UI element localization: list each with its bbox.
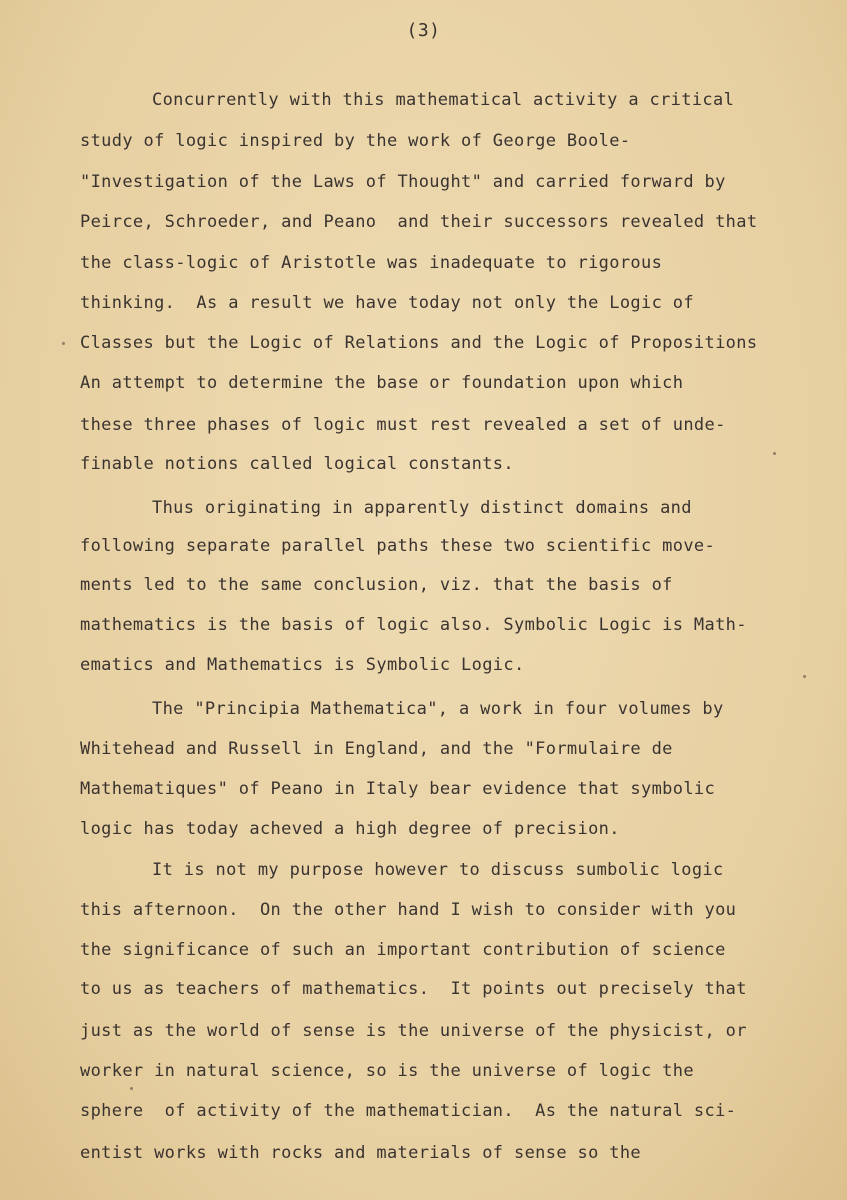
paragraph-2-line-3: ments led to the same conclusion, viz. that the basis of	[80, 575, 673, 595]
paragraph-1-line-3: "Investigation of the Laws of Thought" and carried forward by	[80, 172, 726, 192]
paragraph-3-line-3: Mathematiques" of Peano in Italy bear evidence that symbolic	[80, 779, 716, 799]
paragraph-1-line-4: Peirce, Schroeder, and Peano and their successors revealed that	[80, 212, 758, 232]
paragraph-2-line-4: mathematics is the basis of logic also. Symbolic Logic is Math-	[80, 615, 747, 635]
paragraph-1-line-8: An attempt to determine the base or foundation upon which	[80, 373, 684, 393]
paragraph-1-line-9: these three phases of logic must rest revealed a set of unde-	[80, 415, 726, 435]
paragraph-4-line-3: the significance of such an important contribution of science	[80, 940, 726, 960]
paper-speck	[773, 452, 776, 455]
paragraph-1-line-2: study of logic inspired by the work of George Boole-	[80, 131, 631, 151]
paragraph-1-line-7: Classes but the Logic of Relations and the Logic of Propositions	[80, 333, 758, 353]
paragraph-2-line-5: ematics and Mathematics is Symbolic Logic.	[80, 655, 525, 675]
paper-speck	[130, 1087, 133, 1090]
paragraph-1-line-1: Concurrently with this mathematical activity a critical	[152, 90, 735, 110]
paragraph-4-line-5: just as the world of sense is the universe of the physicist, or	[80, 1021, 747, 1041]
paragraph-3-line-1: The "Principia Mathematica", a work in four volumes by	[152, 699, 724, 719]
paper-speck	[803, 675, 806, 678]
paragraph-4-line-7: sphere of activity of the mathematician. As the natural sci-	[80, 1101, 737, 1121]
paragraph-2-line-1: Thus originating in apparently distinct domains and	[152, 498, 692, 518]
paragraph-1-line-10: finable notions called logical constants.	[80, 454, 514, 474]
paragraph-3-line-2: Whitehead and Russell in England, and the "Formulaire de	[80, 739, 673, 759]
paragraph-4-line-8: entist works with rocks and materials of sense so the	[80, 1143, 641, 1163]
page-number: (3)	[406, 20, 441, 41]
paragraph-3-line-4: logic has today acheved a high degree of precision.	[80, 819, 620, 839]
paragraph-1-line-5: the class-logic of Aristotle was inadequate to rigorous	[80, 253, 663, 273]
paragraph-4-line-2: this afternoon. On the other hand I wish to consider with you	[80, 900, 737, 920]
paragraph-4-line-6: worker in natural science, so is the universe of logic the	[80, 1061, 694, 1081]
paragraph-2-line-2: following separate parallel paths these two scientific move-	[80, 536, 716, 556]
paragraph-1-line-6: thinking. As a result we have today not only the Logic of	[80, 293, 694, 313]
paragraph-4-line-1: It is not my purpose however to discuss sumbolic logic	[152, 860, 724, 880]
paragraph-4-line-4: to us as teachers of mathematics. It points out precisely that	[80, 979, 747, 999]
paper-speck	[62, 342, 65, 345]
